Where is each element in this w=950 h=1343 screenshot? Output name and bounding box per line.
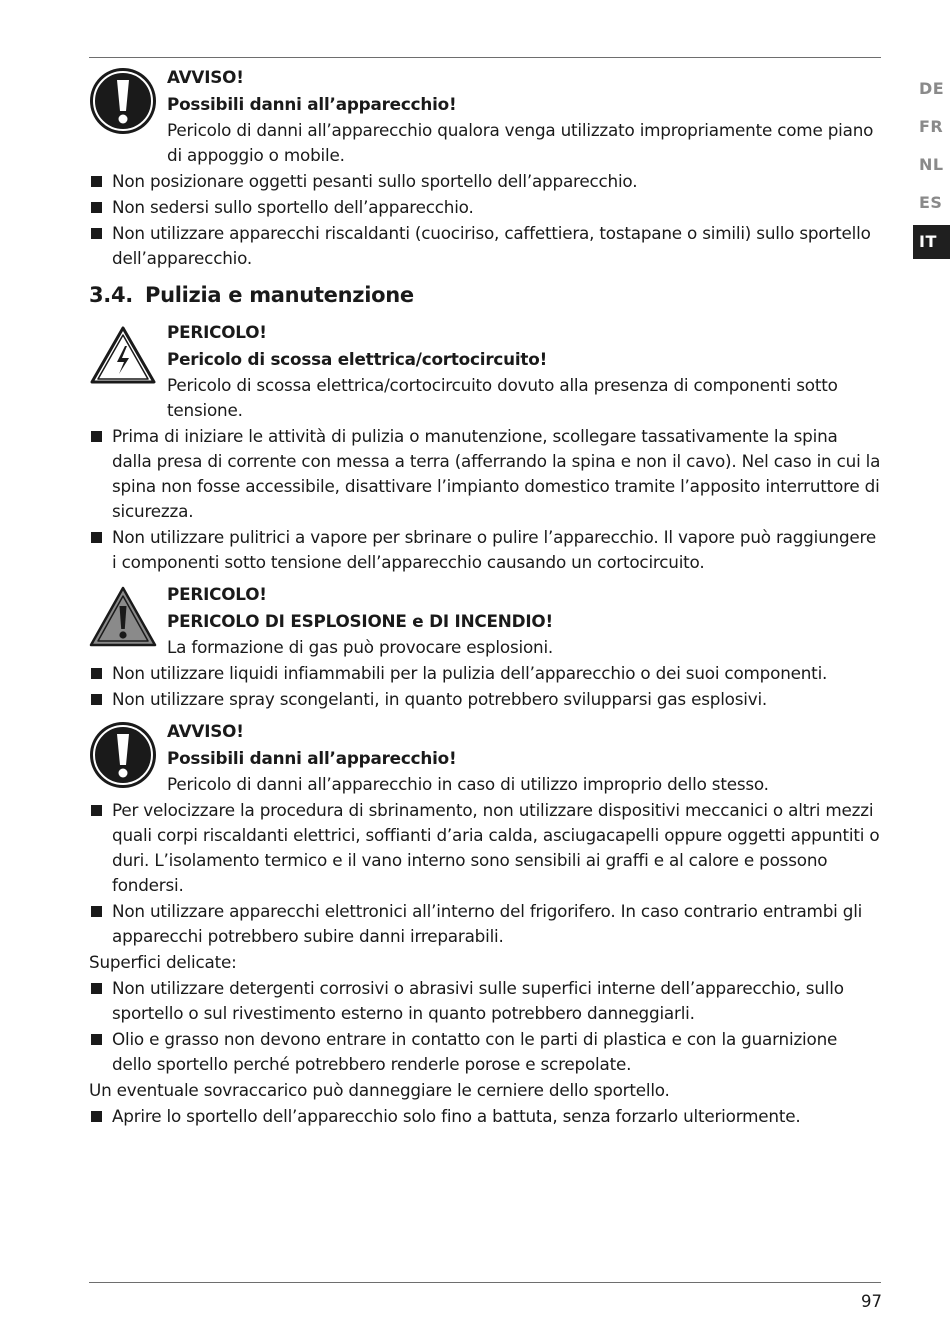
list-item: Non utilizzare spray scongelanti, in quanto potrebbero svilupparsi gas esplosivi. — [89, 687, 881, 712]
bullet-square-icon — [91, 694, 102, 705]
list-item: Aprire lo sportello dell’apparecchio solo fino a battuta, senza forzarlo ulteriormente. — [89, 1104, 881, 1129]
list-item: Olio e grasso non devono entrare in contatto con le parti di plastica e con la guarnizione dello sportello perché potrebbero renderle porose e screpolate. — [89, 1027, 881, 1077]
electric-hazard-icon — [89, 322, 157, 390]
bullet-square-icon — [91, 906, 102, 917]
list-item: Prima di iniziare le attività di pulizia o manutenzione, scollegare tassativamente la spina dalla presa di corrente con messa a terra (afferrando la spina e non il cavo). Nel caso in cui la spina non fosse accessibile, disattivare l’impianto domestico tramite l’apposito interruttore di sicurezza. — [89, 424, 881, 524]
lang-tab-es[interactable]: ES — [919, 193, 943, 212]
notice-heading: AVVISO! — [167, 721, 244, 741]
section-title — [89, 280, 881, 310]
bullet-square-icon — [91, 983, 102, 994]
bullet-square-icon — [91, 431, 102, 442]
bullet-square-icon — [91, 202, 102, 213]
header-rule — [89, 57, 881, 58]
lang-tab-nl[interactable]: NL — [919, 155, 944, 174]
page-number: 97 — [861, 1292, 882, 1311]
lang-tab-it[interactable]: IT — [913, 225, 950, 259]
notice-block-1 — [89, 64, 881, 168]
section-title-text: Pulizia e manutenzione — [145, 283, 414, 307]
notice-exclamation-icon — [89, 721, 157, 789]
notice-block-2 — [89, 718, 881, 797]
bullet-list — [89, 798, 881, 949]
bullet-square-icon — [91, 668, 102, 679]
list-item: Non utilizzare detergenti corrosivi o abrasivi sulle superfici interne dell’apparecchio, sullo sportello o sul rivestimento esterno in quanto potrebbero danneggiarli. — [89, 976, 881, 1026]
bullet-square-icon — [91, 176, 102, 187]
section-number: 3.4. — [89, 283, 133, 307]
danger-block-explosion — [89, 581, 881, 660]
warning-triangle-icon — [89, 584, 157, 652]
bullet-square-icon — [91, 228, 102, 239]
notice-exclamation-icon — [89, 67, 157, 135]
bullet-square-icon — [91, 805, 102, 816]
list-item: Per velocizzare la procedura di sbrinamento, non utilizzare dispositivi meccanici o altri mezzi quali corpi riscaldanti elettrici, soffianti d’aria calda, asciugacapelli oppure oggetti appuntiti o duri. L’isolamento termico e il vano interno sono sensibili ai graffi e al calore e possono fondersi. — [89, 798, 881, 898]
bullet-list — [89, 424, 881, 575]
bullet-list — [89, 169, 881, 271]
lang-tab-fr[interactable]: FR — [919, 117, 944, 136]
list-item: Non utilizzare pulitrici a vapore per sbrinare o pulire l’apparecchio. Il vapore può raggiungere i componenti sotto tensione dell’apparecchio causando un cortocircuito. — [89, 525, 881, 575]
notice-heading: AVVISO! — [167, 67, 244, 87]
list-item: Non posizionare oggetti pesanti sullo sportello dell’apparecchio. — [89, 169, 881, 194]
lang-tab-de[interactable]: DE — [919, 79, 945, 98]
surfaces-label: Superfici delicate: — [89, 952, 237, 972]
bullet-square-icon — [91, 532, 102, 543]
bullet-list — [89, 1104, 881, 1129]
page-content — [89, 64, 881, 1129]
notice-subheading: Possibili danni all’apparecchio! — [167, 748, 457, 768]
danger-heading: PERICOLO! — [167, 322, 267, 342]
bullet-list — [89, 976, 881, 1077]
danger-body: Pericolo di scossa elettrica/cortocircuito dovuto alla presenza di componenti sotto tensione. — [167, 375, 838, 420]
bullet-square-icon — [91, 1111, 102, 1122]
danger-body: La formazione di gas può provocare esplosioni. — [167, 637, 554, 657]
notice-body: Pericolo di danni all’apparecchio in caso di utilizzo improprio dello stesso. — [167, 774, 769, 794]
language-tabs — [913, 70, 950, 259]
notice-subheading: Possibili danni all’apparecchio! — [167, 94, 457, 114]
hinges-label: Un eventuale sovraccarico può danneggiare le cerniere dello sportello. — [89, 1080, 670, 1100]
notice-body: Pericolo di danni all’apparecchio qualora venga utilizzato impropriamente come piano di appoggio o mobile. — [167, 120, 874, 165]
list-item: Non utilizzare liquidi infiammabili per la pulizia dell’apparecchio o dei suoi componenti. — [89, 661, 881, 686]
danger-subheading: PERICOLO DI ESPLOSIONE e DI INCENDIO! — [167, 611, 553, 631]
list-item: Non sedersi sullo sportello dell’apparecchio. — [89, 195, 881, 220]
danger-heading: PERICOLO! — [167, 584, 267, 604]
danger-block-electric — [89, 319, 881, 423]
list-item: Non utilizzare apparecchi riscaldanti (cuociriso, caffettiera, tostapane o simili) sullo sportello dell’apparecchio. — [89, 221, 881, 271]
footer-rule — [89, 1282, 881, 1283]
bullet-list — [89, 661, 881, 712]
danger-subheading: Pericolo di scossa elettrica/cortocircuito! — [167, 349, 548, 369]
bullet-square-icon — [91, 1034, 102, 1045]
list-item: Non utilizzare apparecchi elettronici all’interno del frigorifero. In caso contrario entrambi gli apparecchi potrebbero subire danni irreparabili. — [89, 899, 881, 949]
